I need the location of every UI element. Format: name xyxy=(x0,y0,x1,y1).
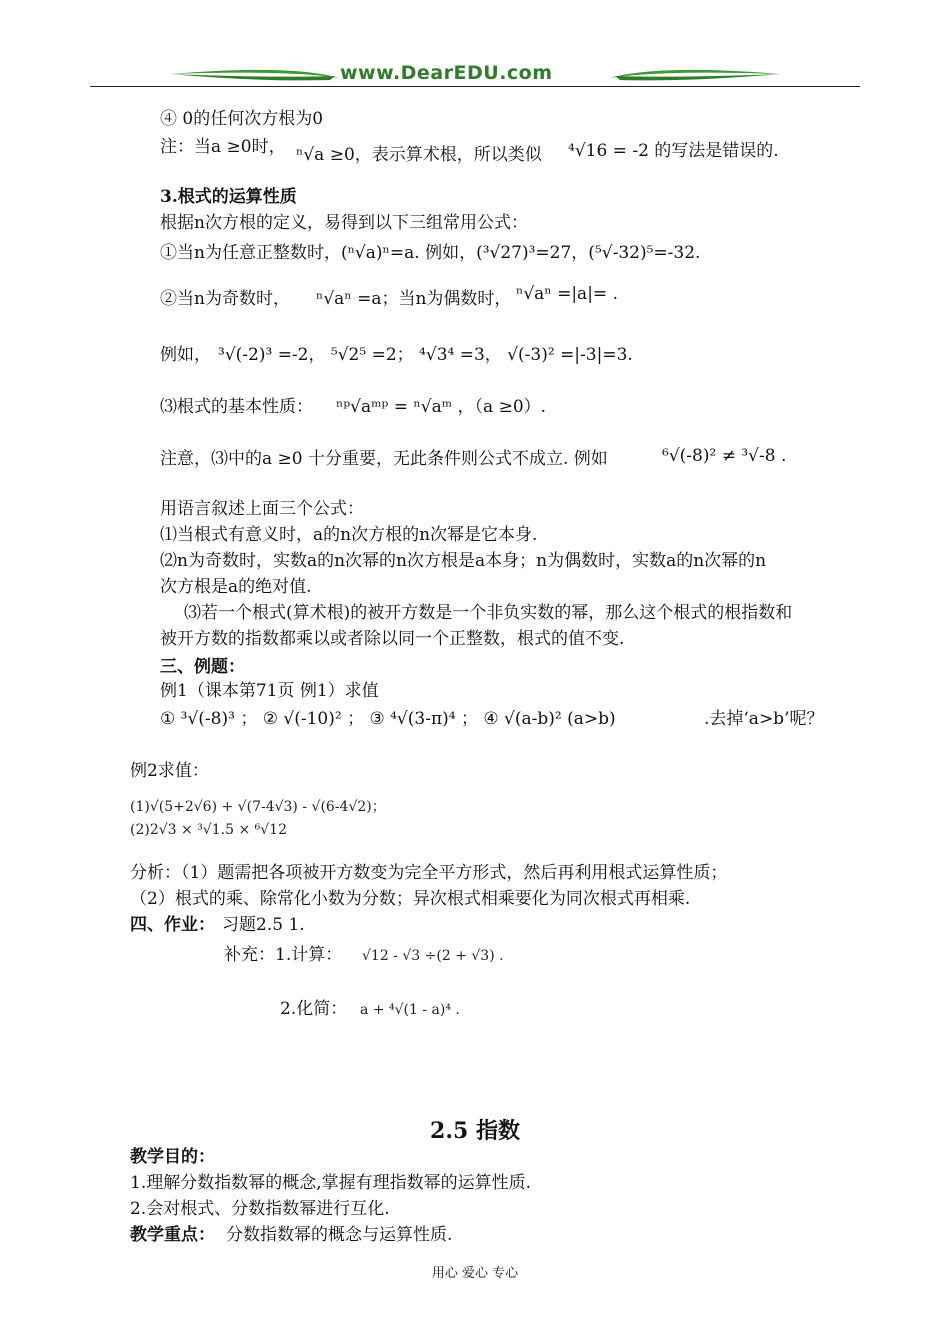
note-line-c: ⁴√16 = -2 的写法是错误的. xyxy=(568,141,779,161)
teaching-aim-1: 1.理解分数指数幂的概念,掌握有理指数幂的运算性质. xyxy=(130,1173,532,1193)
example-2-label: 例2求值： xyxy=(130,761,209,781)
example-label: 例如， xyxy=(160,345,211,365)
section-heading-3: 3.根式的运算性质 xyxy=(160,187,297,207)
key-point-heading: 教学重点： xyxy=(130,1225,215,1245)
basic-property-formula: ⁿᵖ√aᵐᵖ = ⁿ√aᵐ ，（a ≥0）. xyxy=(336,397,547,417)
statement-2: ⑵n为奇数时，实数a的n次幂的n次方根是a本身；n为偶数时，实数a的n次幂的n xyxy=(160,551,767,571)
statement-2-cont: 次方根是a的绝对值. xyxy=(160,577,312,597)
example-1-items: ① ³√(-8)³ ； ② √(-10)² ； ③ ⁴√(3-π)⁴ ； ④ √(a-b)² (a>b) xyxy=(160,709,616,729)
supplement-2-math: a + ⁴√(1 - a)⁴ . xyxy=(360,1002,460,1018)
supplement-1-math: √12 - √3 ÷(2 + √3) . xyxy=(362,948,504,964)
analysis-line-2: （2）根式的乘、除常化小数为分数；异次根式相乘要化为同次根式再相乘. xyxy=(130,889,691,909)
line-zero-root: ④ 0的任何次方根为0 xyxy=(160,109,324,129)
example-2-part-1: (1)√(5+2√6) + √(7-4√3) - √(6-4√2)； xyxy=(130,799,386,815)
supplement-1-label: 补充：1.计算： xyxy=(224,945,343,965)
paragraph-intro: 根据n次方根的定义，易得到以下三组常用公式： xyxy=(160,213,528,233)
example-formulas: ³√(-2)³ =-2， ⁵√2⁵ =2； ⁴√3⁴ =3， √(-3)² =|-3|=3. xyxy=(218,345,633,365)
supplement-2-label: 2.化简： xyxy=(280,999,348,1019)
basic-property-label: ⑶根式的基本性质： xyxy=(160,397,313,417)
note-line-a: 注：当a ≥0时， xyxy=(160,137,286,157)
homework-text: 习题2.5 1. xyxy=(222,915,305,935)
teaching-aim-heading: 教学目的： xyxy=(130,1147,215,1167)
example-2-part-2: (2)2√3 × ³√1.5 × ⁶√12 xyxy=(130,822,287,838)
paragraph-language: 用语言叙述上面三个公式： xyxy=(160,499,364,519)
formula-line-2a: ②当n为奇数时， xyxy=(160,289,290,309)
example-1-label: 例1（课本第71页 例1）求值 xyxy=(160,681,379,701)
site-logo-text: www.DearEDU.com xyxy=(340,62,553,84)
examples-heading: 三、例题： xyxy=(160,657,245,677)
example-1-tail: .去掉‘a>b’呢？ xyxy=(704,709,824,729)
header-divider xyxy=(90,86,860,87)
teaching-aim-2: 2.会对根式、分数指数幂进行互化. xyxy=(130,1199,390,1219)
homework-heading: 四、作业： xyxy=(130,915,215,935)
section-title: 2.5 指数 xyxy=(430,1118,520,1144)
attention-line: 注意，⑶中的a ≥0 十分重要，无此条件则公式不成立. 例如 xyxy=(160,449,608,469)
key-point-text: 分数指数幂的概念与运算性质. xyxy=(226,1225,453,1245)
note-line-b: ⁿ√a ≥0，表示算术根，所以类似 xyxy=(296,145,542,165)
statement-1: ⑴当根式有意义时，a的n次方根的n次幂是它本身. xyxy=(160,525,538,545)
analysis-line-1: 分析：（1）题需把各项被开方数变为完全平方形式，然后再利用根式运算性质； xyxy=(130,863,728,883)
formula-line-2c: ⁿ√aⁿ =|a|= . xyxy=(516,284,618,304)
formula-line-2b: ⁿ√aⁿ =a；当n为偶数时， xyxy=(316,289,512,309)
formula-line-1: ①当n为任意正整数时，(ⁿ√a)ⁿ=a. 例如，(³√27)³=27，(⁵√-32)⁵=-32. xyxy=(160,243,701,263)
statement-3-cont: 被开方数的指数都乘以或者除以同一个正整数，根式的值不变. xyxy=(160,629,625,649)
statement-3: ⑶若一个根式(算术根)的被开方数是一个非负实数的幂，那么这个根式的根指数和 xyxy=(184,603,793,623)
page-footer: 用心 爱心 专心 xyxy=(431,1266,519,1281)
attention-formula: ⁶√(-8)² ≠ ³√-8 . xyxy=(662,446,787,466)
